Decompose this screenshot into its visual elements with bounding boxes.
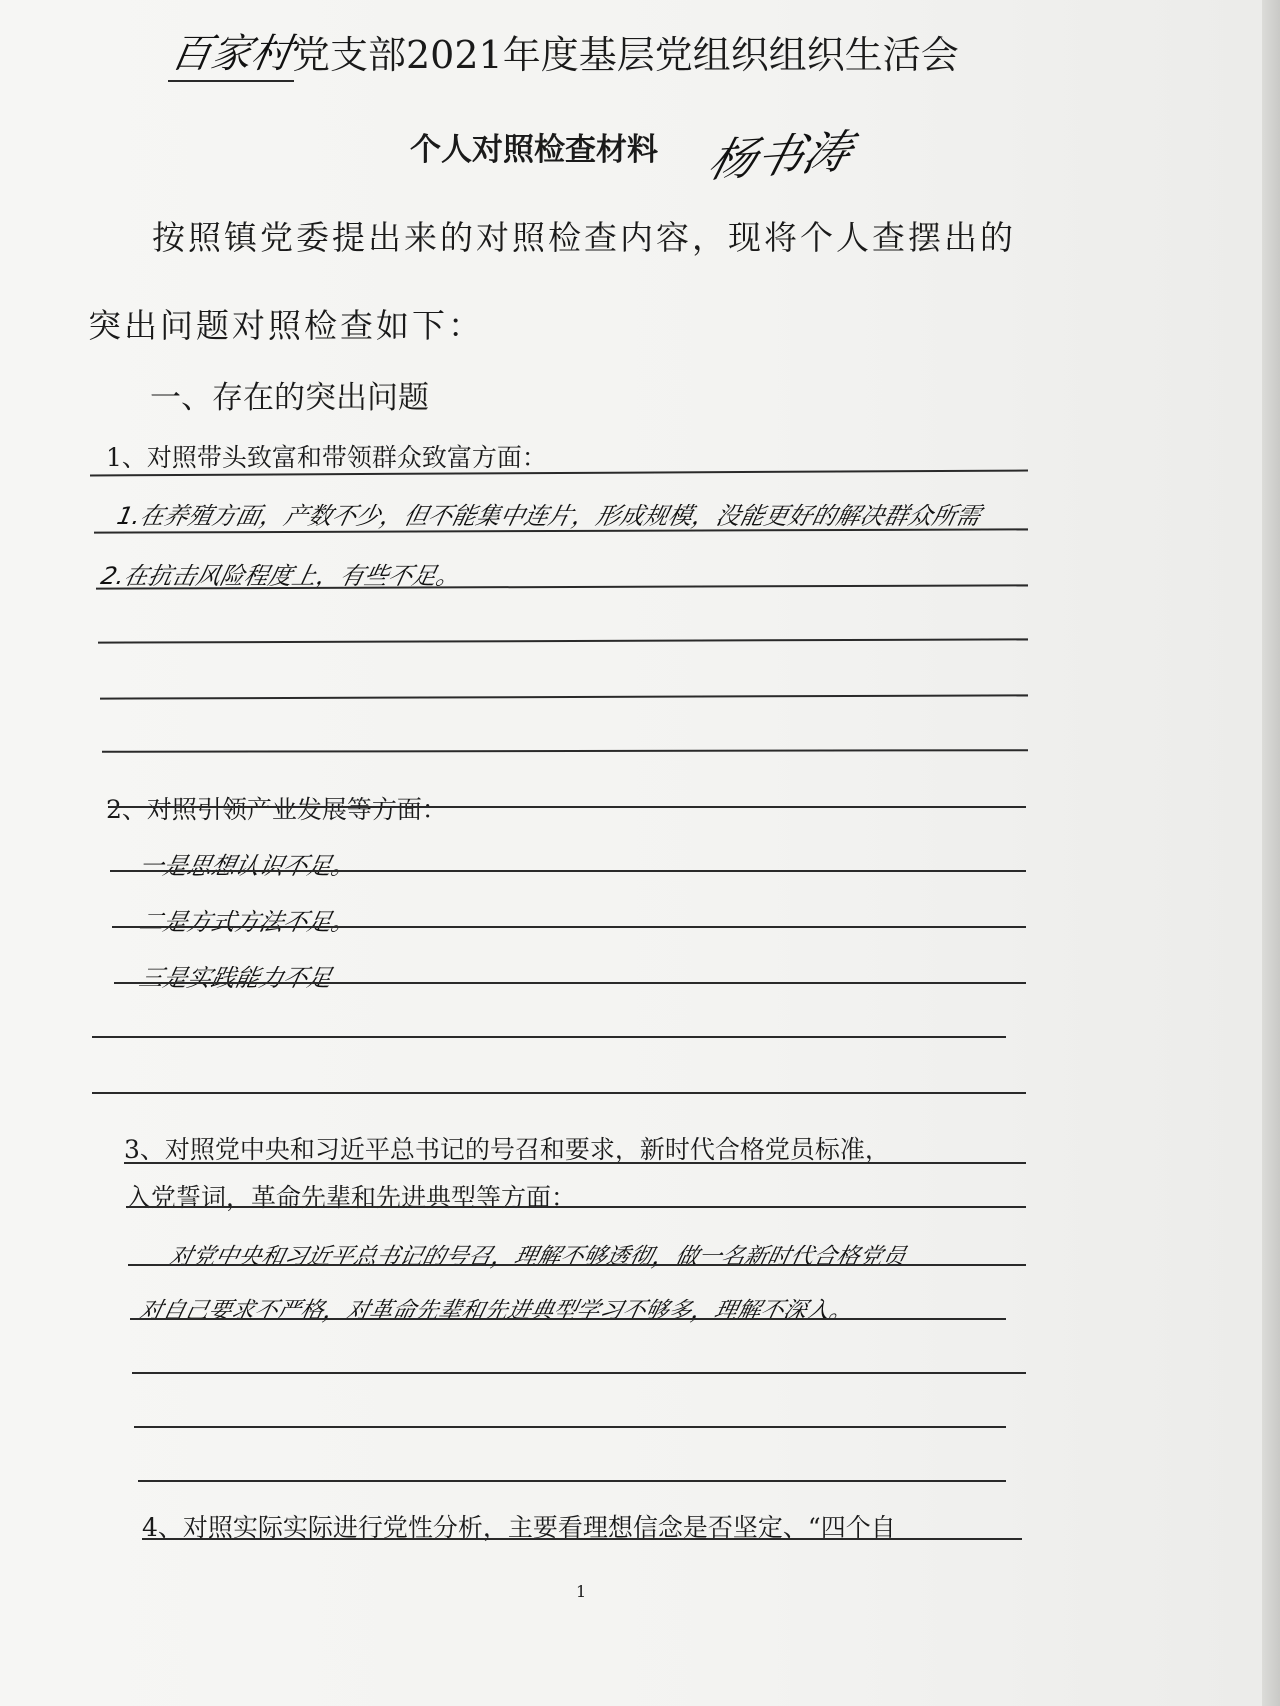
ruled-line <box>138 1480 1006 1482</box>
item3-hand-line-2: 对自己要求不严格，对革命先辈和先进典型学习不够多，理解不深入。 <box>136 1298 856 1324</box>
item1-hand-line-2: 2.在抗击风险程度上，有些不足。 <box>98 562 464 590</box>
ruled-line <box>142 1538 1022 1540</box>
ruled-line <box>132 1372 1026 1374</box>
item3-heading-line-1: 3、对照党中央和习近平总书记的号召和要求，新时代合格党员标准， <box>124 1135 890 1164</box>
item3-heading-line-2: 入党誓词，革命先辈和先进典型等方面： <box>126 1183 577 1212</box>
village-name-underline <box>168 80 294 82</box>
ruled-line <box>110 870 1026 872</box>
item2-hand-line-3: 三是实践能力不足 <box>136 964 335 992</box>
ruled-line <box>98 638 1028 643</box>
section-heading: 一、存在的突出问题 <box>150 380 429 416</box>
ruled-line <box>92 1092 1026 1094</box>
document-title: 党支部2021年度基层党组织组织生活会 <box>292 33 959 77</box>
village-name-handwritten: 百家村 <box>167 31 296 77</box>
ruled-line <box>114 982 1026 984</box>
page-number: 1 <box>576 1582 587 1601</box>
item1-hand-line-1: 1.在养殖方面，产数不少，但不能集中连片，形成规模，没能更好的解决群众所需 <box>114 502 984 530</box>
item3-hand-line-1: 对党中央和习近平总书记的号召，理解不够透彻，做一名新时代合格党员 <box>166 1244 909 1270</box>
intro-line-2: 突出问题对照检查如下： <box>88 306 484 345</box>
ruled-line <box>102 749 1028 753</box>
item1-heading: 1、对照带头致富和带领群众致富方面： <box>106 443 547 472</box>
document-subtitle: 个人对照检查材料 <box>410 132 658 168</box>
item2-hand-line-2: 二是方式方法不足。 <box>136 908 359 936</box>
signature: 杨书涛 <box>702 124 858 188</box>
item4-heading: 4、对照实际实际进行党性分析，主要看理想信念是否坚定、“四个自 <box>142 1513 896 1542</box>
intro-line-1: 按照镇党委提出来的对照检查内容，现将个人查摆出的 <box>152 218 1016 257</box>
ruled-line <box>130 1318 1006 1320</box>
ruled-line <box>126 1206 1026 1208</box>
ruled-line <box>128 1264 1026 1266</box>
page-edge-shadow <box>1262 0 1280 1706</box>
ruled-line <box>124 1162 1026 1164</box>
ruled-line <box>134 1426 1006 1428</box>
ruled-line <box>112 926 1026 928</box>
item2-hand-line-1: 一是思想认识不足。 <box>136 852 359 880</box>
item2-heading: 2、对照引领产业发展等方面： <box>106 795 447 824</box>
ruled-line <box>108 806 1026 808</box>
ruled-line <box>100 694 1028 699</box>
ruled-line <box>92 1036 1006 1038</box>
